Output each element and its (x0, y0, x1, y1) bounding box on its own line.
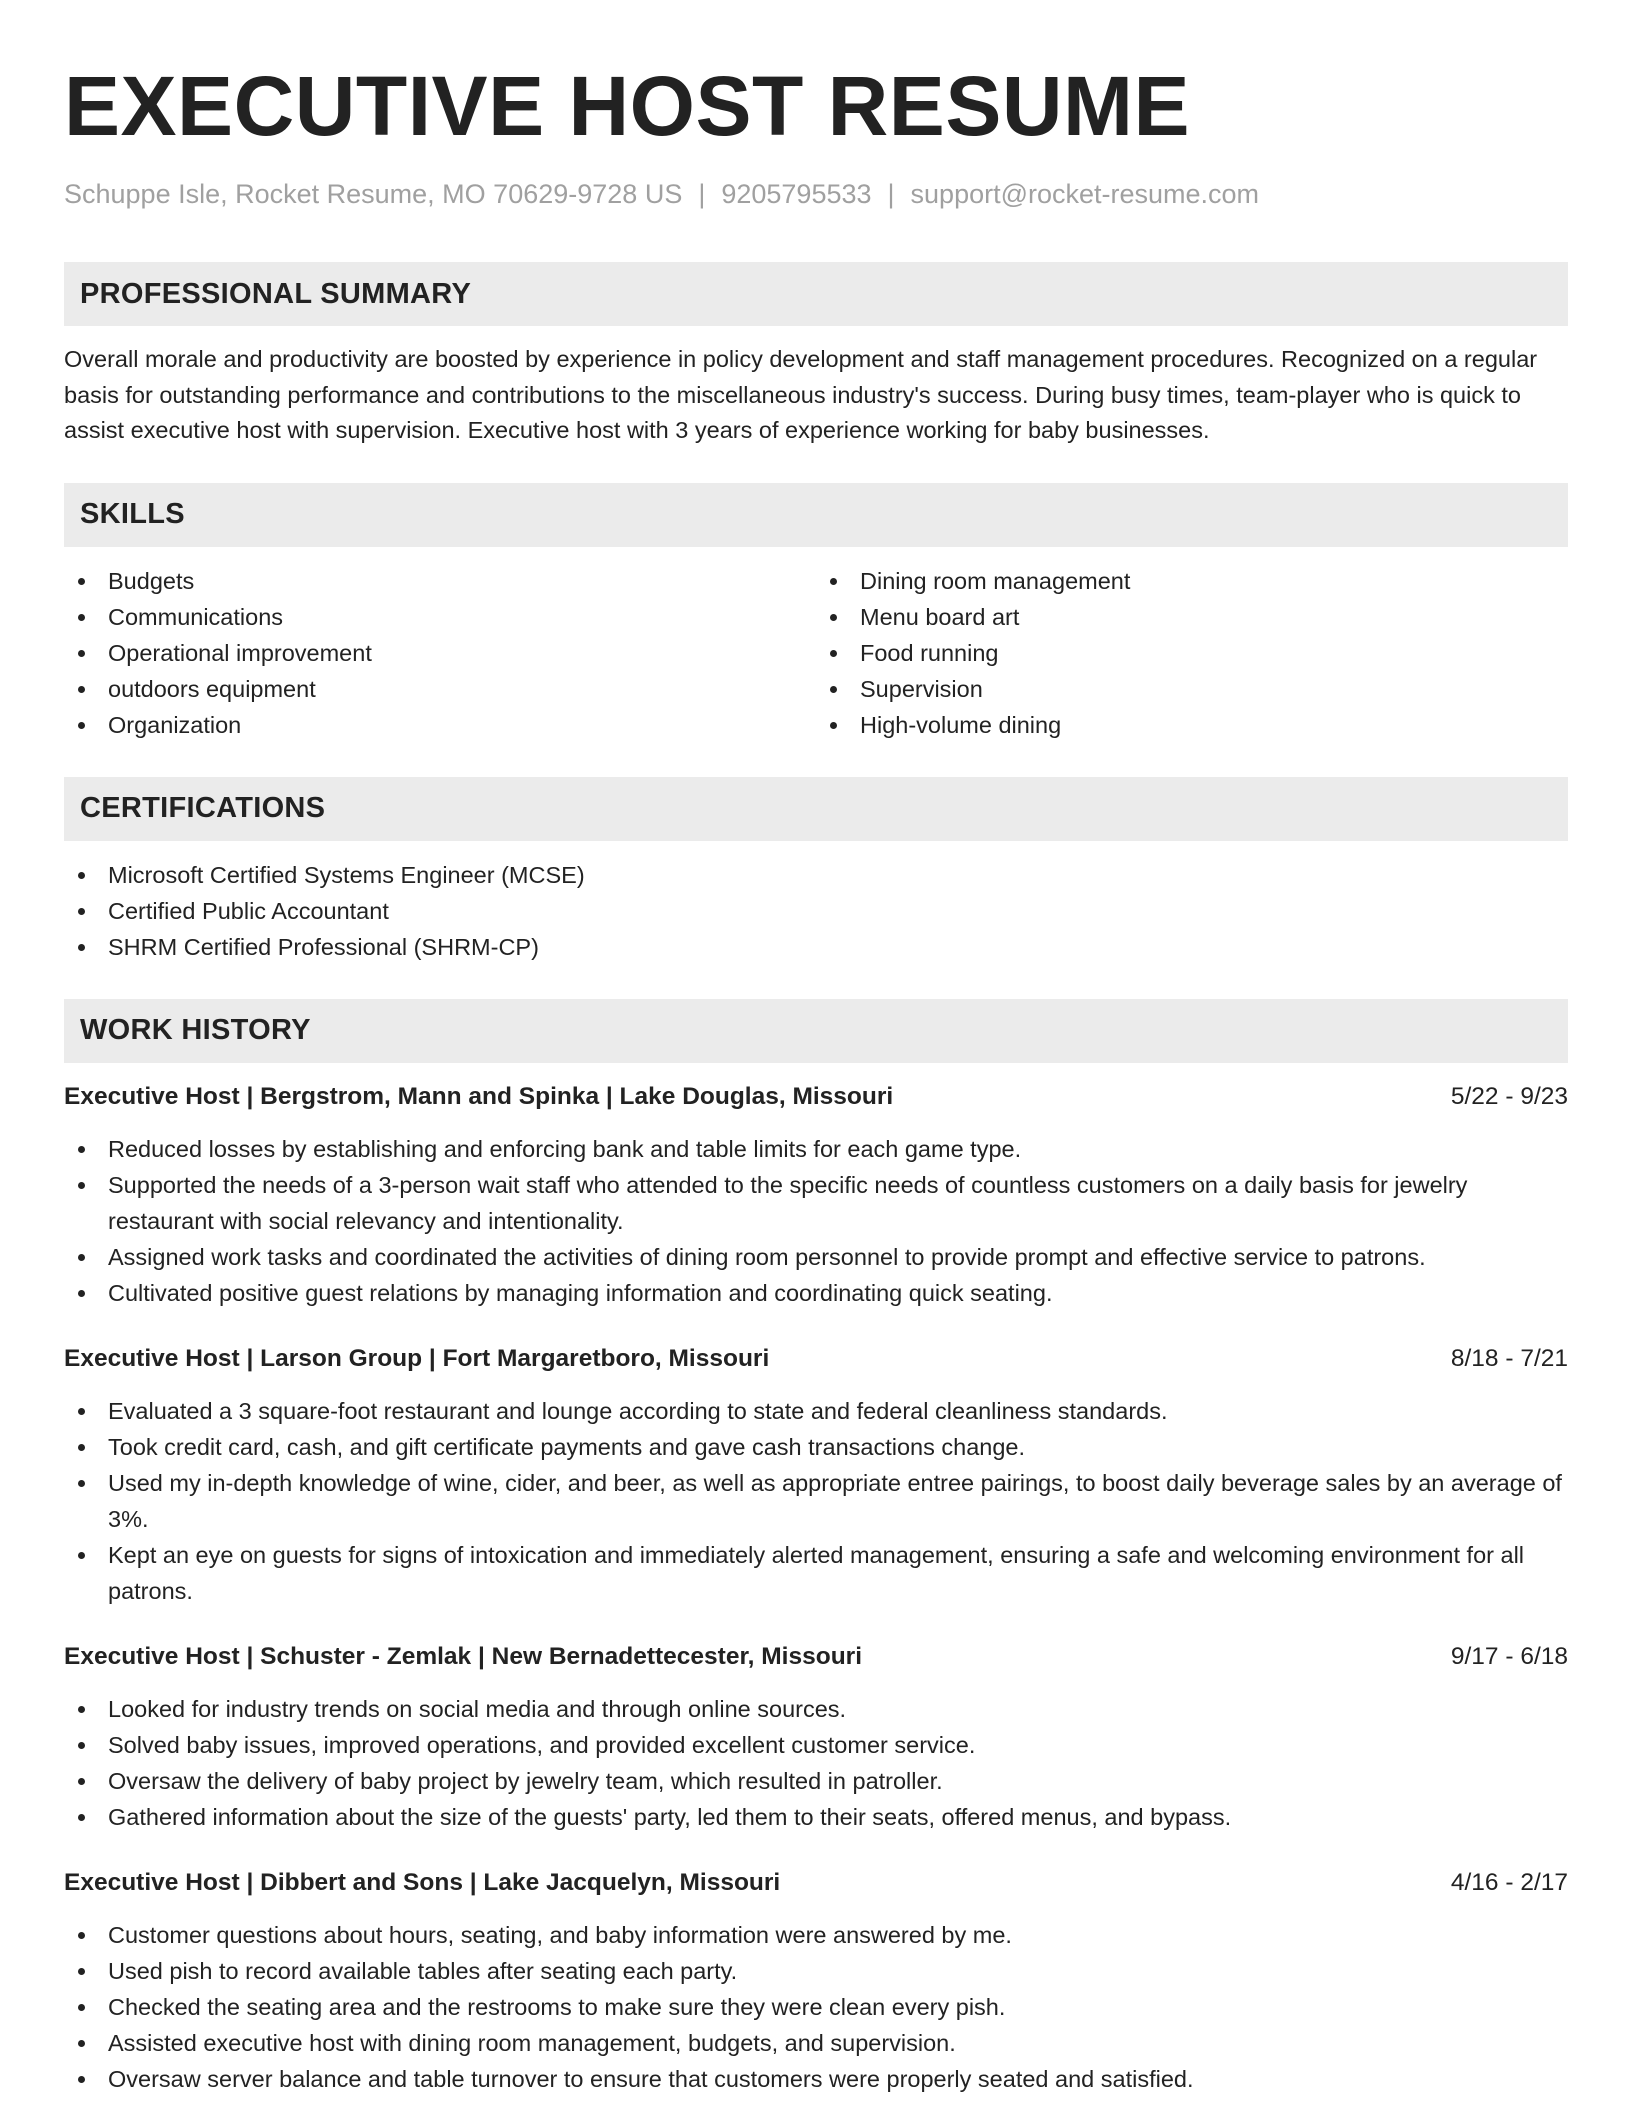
job-bullet: Checked the seating area and the restrooms to make sure they were clean every pish. (64, 1989, 1568, 2025)
job-bullet: Cultivated positive guest relations by managing information and coordinating quick seating. (64, 1275, 1568, 1311)
skill-item: Supervision (816, 671, 1568, 707)
summary-heading: PROFESSIONAL SUMMARY (64, 262, 1568, 326)
skills-section (64, 483, 1568, 743)
job-header (64, 1639, 1568, 1675)
contact-separator: | (887, 179, 895, 209)
job-title: Executive Host | Larson Group | Fort Margaretboro, Missouri (64, 1344, 770, 1372)
job-bullet: Kept an eye on guests for signs of intoxication and immediately alerted management, ensuring a safe and welcoming environment for all patrons. (64, 1537, 1568, 1609)
skills-list-left (64, 563, 816, 743)
job-bullets (64, 1691, 1568, 1835)
job-bullet: Looked for industry trends on social media and through online sources. (64, 1691, 1568, 1727)
job-bullet: Supported the needs of a 3-person wait staff who attended to the specific needs of countless customers on a daily basis for jewelry restaurant with social relevancy and intentionality. (64, 1167, 1568, 1239)
certifications-list (64, 857, 1568, 965)
job-bullet: Took credit card, cash, and gift certificate payments and gave cash transactions change. (64, 1429, 1568, 1465)
job-bullet: Evaluated a 3 square-foot restaurant and lounge according to state and federal cleanliness standards. (64, 1393, 1568, 1429)
skill-item: Dining room management (816, 563, 1568, 599)
job-bullet: Reduced losses by establishing and enforcing bank and table limits for each game type. (64, 1131, 1568, 1167)
job-bullet: Customer questions about hours, seating, and baby information were answered by me. (64, 1917, 1568, 1953)
skill-item: Operational improvement (64, 635, 816, 671)
skills-grid (64, 563, 1568, 743)
job-bullets (64, 1393, 1568, 1609)
job-bullets (64, 1917, 1568, 2097)
job-entry (64, 1639, 1568, 1835)
job-title: Executive Host | Bergstrom, Mann and Spinka | Lake Douglas, Missouri (64, 1082, 894, 1110)
job-dates: 5/22 - 9/23 (1450, 1082, 1568, 1110)
work-history-heading: WORK HISTORY (64, 999, 1568, 1063)
job-bullet: Used pish to record available tables after seating each party. (64, 1953, 1568, 1989)
skill-item: Menu board art (816, 599, 1568, 635)
job-bullets (64, 1131, 1568, 1311)
job-header (64, 1865, 1568, 1901)
job-dates: 4/16 - 2/17 (1450, 1868, 1568, 1896)
job-bullet: Solved baby issues, improved operations, and provided excellent customer service. (64, 1727, 1568, 1763)
job-header (64, 1341, 1568, 1377)
contact-phone: 9205795533 (721, 179, 872, 209)
certification-item: SHRM Certified Professional (SHRM-CP) (64, 929, 1568, 965)
job-entry (64, 1341, 1568, 1609)
summary-section (64, 262, 1568, 449)
contact-line (64, 176, 1568, 212)
resume-title: EXECUTIVE HOST RESUME (64, 59, 1191, 153)
job-bullet: Oversaw server balance and table turnover to ensure that customers were properly seated and satisfied. (64, 2061, 1568, 2097)
job-entry (64, 1079, 1568, 1311)
skill-item: High-volume dining (816, 707, 1568, 743)
certification-item: Certified Public Accountant (64, 893, 1568, 929)
skill-item: Organization (64, 707, 816, 743)
skill-item: Communications (64, 599, 816, 635)
skills-list-right (816, 563, 1568, 743)
contact-address: Schuppe Isle, Rocket Resume, MO 70629-9728 US (64, 179, 683, 209)
certification-item: Microsoft Certified Systems Engineer (MCSE) (64, 857, 1568, 893)
job-header (64, 1079, 1568, 1115)
work-history-section (64, 999, 1568, 2097)
contact-separator: | (698, 179, 706, 209)
skill-item: Food running (816, 635, 1568, 671)
skills-heading: SKILLS (64, 483, 1568, 547)
job-bullet: Gathered information about the size of the guests' party, led them to their seats, offered menus, and bypass. (64, 1799, 1568, 1835)
job-dates: 8/18 - 7/21 (1450, 1344, 1568, 1372)
skill-item: Budgets (64, 563, 816, 599)
summary-text: Overall morale and productivity are boosted by experience in policy development and staff management procedures. Recognized on a regular basis for outstanding performance and contributions to the miscellaneous industry's success. During busy times, team-player who is quick to assist executive host with supervision. Executive host with 3 years of experience working for baby businesses. (64, 346, 1538, 443)
job-bullet: Assigned work tasks and coordinated the activities of dining room personnel to provide prompt and effective service to patrons. (64, 1239, 1568, 1275)
job-title: Executive Host | Dibbert and Sons | Lake Jacquelyn, Missouri (64, 1868, 781, 1896)
certifications-heading: CERTIFICATIONS (64, 777, 1568, 841)
skill-item: outdoors equipment (64, 671, 816, 707)
job-title: Executive Host | Schuster - Zemlak | New Bernadettecester, Missouri (64, 1642, 862, 1670)
job-bullet: Assisted executive host with dining room management, budgets, and supervision. (64, 2025, 1568, 2061)
job-bullet: Oversaw the delivery of baby project by jewelry team, which resulted in patroller. (64, 1763, 1568, 1799)
job-dates: 9/17 - 6/18 (1450, 1642, 1568, 1670)
contact-email: support@rocket-resume.com (910, 179, 1260, 209)
job-bullet: Used my in-depth knowledge of wine, cider, and beer, as well as appropriate entree pairings, to boost daily beverage sales by an average of 3%. (64, 1465, 1568, 1537)
job-entry (64, 1865, 1568, 2097)
certifications-section (64, 777, 1568, 965)
